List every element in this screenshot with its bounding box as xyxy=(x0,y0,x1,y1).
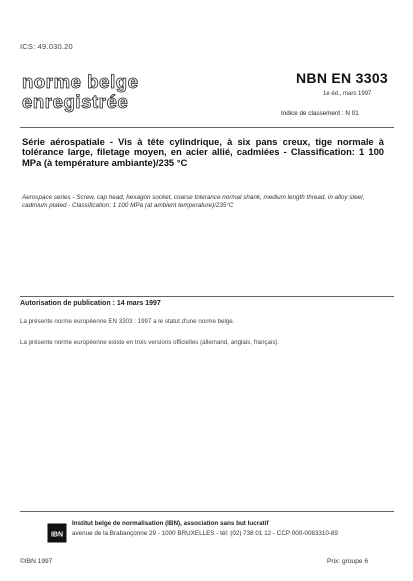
ics-code: ICS: 49.030.20 xyxy=(20,42,73,51)
price-group: Prix: groupe 6 xyxy=(327,558,369,565)
standard-label-line1: norme belge xyxy=(22,71,139,92)
institute-name: Institut belge de normalisation (IBN), association sans but lucratif xyxy=(72,520,269,527)
copyright: ©IBN 1997 xyxy=(20,558,53,565)
classification-index: Indice de classement : N 01 xyxy=(281,110,359,117)
authorisation-date: 14 mars 1997 xyxy=(116,300,161,307)
authorisation-label: Autorisation de publication : xyxy=(20,300,115,307)
institute-address: avenue de la Brabançonne 29 - 1000 BRUXELLES - tél: (02) 738 01 12 - CCP 000-0083310-89 xyxy=(72,530,338,537)
versions-note: La présente norme européenne existe en trois versions officielles (allemand, anglais, français). xyxy=(20,339,280,346)
title-english: Aerospace series - Screw, cap head, hexagon socket, coarse tolerance normal shank, medium length thread, in alloy steel, cadmium plated - Classification: 1 100 MPa (at ambient temperature)/235°C xyxy=(22,194,365,210)
edition-date: 1e éd., mars 1997 xyxy=(323,91,372,97)
standard-label-line2: enregistrée xyxy=(22,91,129,112)
status-note: La présente norme européenne EN 3303 : 1997 a le statut d'une norme belge. xyxy=(20,318,235,325)
standard-reference: NBN EN 3303 xyxy=(296,70,389,86)
bottom-divider xyxy=(20,511,394,512)
top-divider xyxy=(20,127,394,128)
ibn-logo-icon xyxy=(47,523,67,543)
logo-letters: IBN xyxy=(50,531,64,539)
authorisation-line xyxy=(20,300,161,307)
title-french: Série aérospatiale - Vis à tête cylindrique, à six pans creux, tige normale à tolérance large, filetage moyen, en acier allié, cadmiées - Classification: 1 100 MPa (à température ambiante)/235 °C xyxy=(22,136,384,168)
middle-divider xyxy=(20,296,394,297)
